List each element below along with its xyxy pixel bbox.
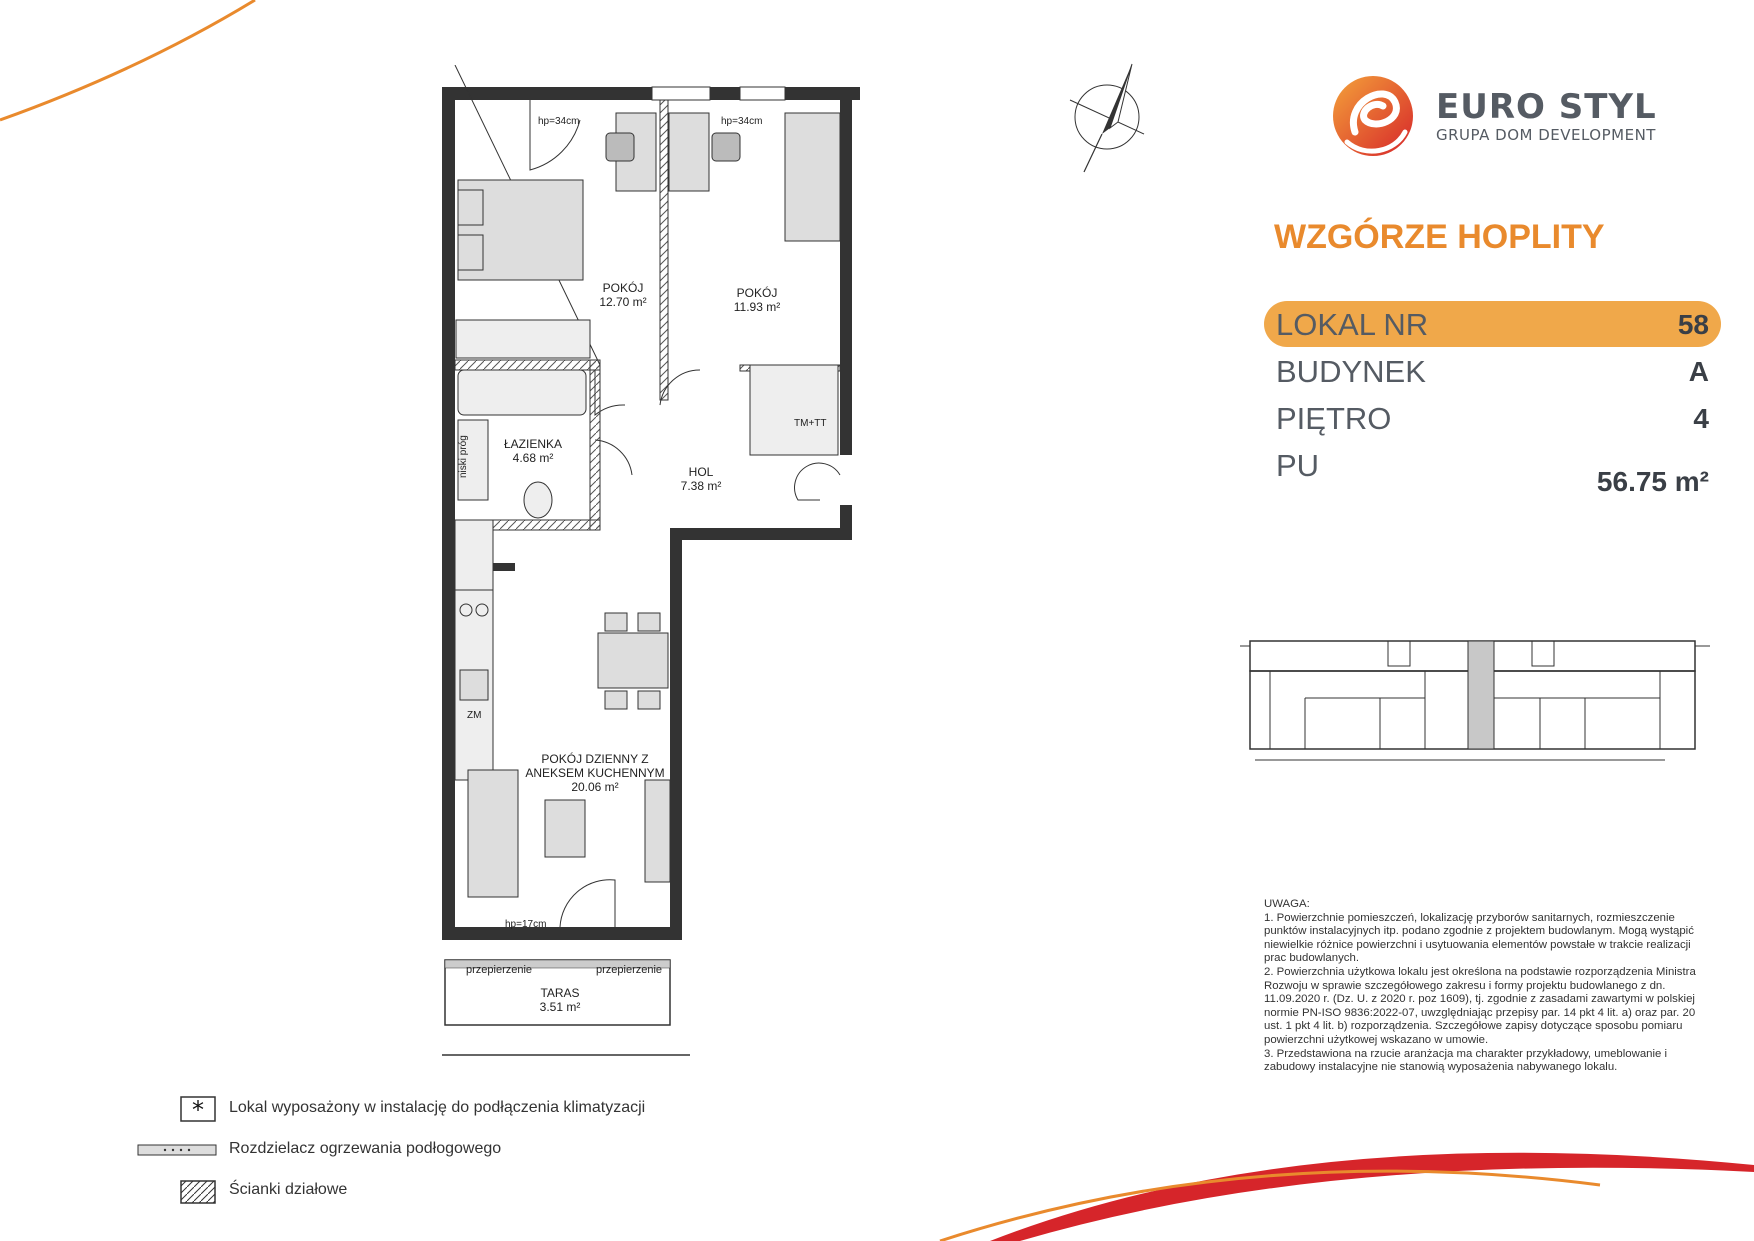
pu-label: PU <box>1276 448 1320 483</box>
przepierzenie-left: przepierzenie <box>466 964 533 976</box>
room-lazienka-area: 4.68 m² <box>512 451 554 465</box>
room-hol-area: 7.38 m² <box>680 479 722 493</box>
brand-name: EURO STYL <box>1436 87 1657 127</box>
info-row-pietro <box>1264 395 1721 441</box>
star-box-icon <box>180 1096 216 1122</box>
pu-value: 56.75 m² <box>1596 466 1709 497</box>
pietro-value: 4 <box>1693 403 1709 434</box>
hp-mark-1: hp=34cm <box>538 116 580 127</box>
zm-mark: ZM <box>467 710 482 721</box>
apartment-floor-plan <box>420 65 860 1065</box>
room-taras-area: 3.51 m² <box>539 1000 581 1014</box>
hatched-wall-icon <box>180 1180 216 1204</box>
przepierzenie-right: przepierzenie <box>596 964 663 976</box>
lokal-value: 58 <box>1677 309 1709 340</box>
heating-distributor-icon <box>137 1143 217 1157</box>
notes-title: UWAGA: <box>1264 898 1310 910</box>
legend-text: Lokal wyposażony w instalację do podłączenia klimatyzacji <box>229 1099 646 1116</box>
euro-styl-logo-icon <box>1325 72 1425 162</box>
note-item: 2. Powierzchnia użytkowa lokalu jest określona na podstawie rozporządzenia Ministra Rozwoju w sprawie szczegółowego zakresu i formy projektu budowlanego z dn. 11.09.2020 r. (Dz. U. z 2020 r. poz 1609), tj. zgodnie z zasadami zawartymi w polskiej normie PN-ISO 9836:2022-07, uwzględniając przepisy par. 14 pkt 4 lit. a) oraz par. 20 ust. 1 pkt 4 lit. b) rozporządzenia. Szczegółowe zapisy dotyczące sposobu pomiaru powierzchni użytkowej wskazano w umowie. <box>1264 965 1696 1046</box>
room-dzienny-name-line1: POKÓJ DZIENNY Z <box>541 752 649 766</box>
svg-text:*: * <box>192 1096 204 1122</box>
building-key-plan <box>1240 638 1710 768</box>
room-pokoj-2-area: 11.93 m² <box>733 300 781 314</box>
room-taras <box>515 986 605 1014</box>
brand-subtitle: GRUPA DOM DEVELOPMENT <box>1436 126 1656 144</box>
room-dzienny-area: 20.06 m² <box>571 780 619 794</box>
room-hol <box>656 465 746 493</box>
budynek-value: A <box>1688 356 1709 387</box>
info-row-lokal <box>1264 301 1721 347</box>
budynek-label: BUDYNEK <box>1276 354 1426 389</box>
room-pokoj-1-area: 12.70 m² <box>599 295 647 309</box>
brand-logo-text <box>1436 88 1657 144</box>
room-dzienny <box>510 752 680 794</box>
room-pokoj-2 <box>712 286 802 314</box>
hp-mark-2: hp=34cm <box>721 116 763 127</box>
room-taras-name: TARAS <box>540 986 580 1000</box>
hp-mark-3: hp=17cm <box>505 919 547 930</box>
legend-text: Ścianki działowe <box>229 1181 348 1198</box>
pietro-label: PIĘTRO <box>1276 401 1392 436</box>
room-hol-name: HOL <box>688 465 714 479</box>
legend-text: Rozdzielacz ogrzewania podłogowego <box>229 1140 502 1157</box>
note-item: 1. Powierzchnie pomieszczeń, lokalizację przyborów sanitarnych, rozmieszczenie punktów instalacyjnych itp. podano zgodnie z projektem budowlanym. Mogą wystąpić niewielkie różnice powierzchni i usytuowania elementów powstałe w trakcie realizacji prac budowlanych. <box>1264 911 1694 965</box>
info-row-pu <box>1264 442 1721 502</box>
north-arrow-icon <box>1062 62 1152 177</box>
project-title: WZGÓRZE HOPLITY <box>1274 218 1605 256</box>
room-pokoj-2-name: POKÓJ <box>736 286 778 300</box>
room-pokoj-1 <box>578 281 668 309</box>
niski-prog-mark: niski próg <box>458 435 469 478</box>
room-pokoj-1-name: POKÓJ <box>602 281 644 295</box>
notes-block <box>1264 898 1704 1075</box>
top-left-swoosh <box>0 0 255 120</box>
lokal-label: LOKAL NR <box>1276 307 1429 342</box>
room-lazienka-name: ŁAZIENKA <box>503 437 563 451</box>
info-row-budynek <box>1264 348 1721 394</box>
room-lazienka <box>488 437 578 465</box>
note-item: 3. Przedstawiona na rzucie aranżacja ma charakter przykładowy, umeblowanie i zabudowy instalacyjne nie stanowią wyposażenia nabywanego lokalu. <box>1264 1047 1668 1074</box>
tm-tt-mark: TM+TT <box>794 418 827 429</box>
room-dzienny-name-line2: ANEKSEM KUCHENNYM <box>525 766 665 780</box>
